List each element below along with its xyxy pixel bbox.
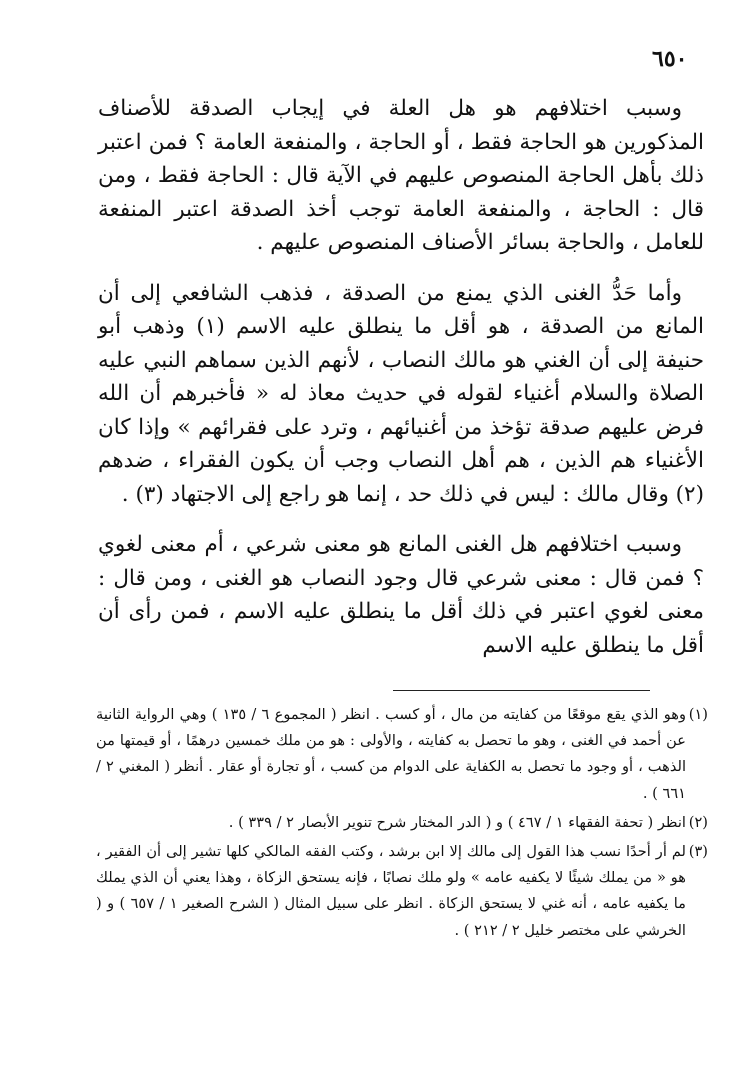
- paragraph: وأما حَدُّ الغنى الذي يمنع من الصدقة ، فذهب الشافعي إلى أن المانع من الصدقة ، هو أقل ما ينطلق عليه الاسم (١) وذهب أبو حنيفة إلى أن الغني هو مالك النصاب ، لأنهم الذين سماهم النبي عليه الصلاة والسلام أغنياء لقوله في حديث معاذ له « فأخبرهم أن الله فرض عليهم صدقة تؤخذ من أغنيائهم ، وترد على فقرائهم » وإذا كان الأغنياء هم الذين ، هم أهل النصاب وجب أن يكون الفقراء ، ضدهم (٢) وقال مالك : ليس في ذلك حد ، إنما هو راجع إلى الاجتهاد (٣) .: [98, 280, 705, 507]
- footnotes: [96, 702, 708, 944]
- paragraph: وسبب اختلافهم هو هل العلة في إيجاب الصدقة للأصناف المذكورين هو الحاجة فقط ، أو الحاجة ، والمنفعة العامة ؟ فمن اعتبر ذلك بأهل الحاجة المنصوص عليهم في الآية قال : الحاجة فقط ، ومن قال : الحاجة ، والمنفعة العامة توجب أخذ الصدقة اعتبر المنفعة للعامل ، والحاجة بسائر الأصناف المنصوص عليهم .: [98, 96, 704, 255]
- footnote-text: انظر ( تحفة الفقهاء ١ / ٤٦٧ ) و ( الدر المختار شرح تنوير الأبصار ٢ / ٣٣٩ ) .: [228, 813, 686, 831]
- page-number: ٦٥٠: [652, 46, 688, 72]
- footnote-text: لم أر أحدًا نسب هذا القول إلى مالك إلا ابن برشد ، وكتب الفقه المالكي كلها تشير إلى أن الفقير ، هو « من يملك شيئًا لا يكفيه عامه » ولو ملك نصابًا ، فإنه يستحق الزكاة ، وهذا يعني أن الذي يملك ما يكفيه عامه ، أنه غني لا يستحق الزكاة . انظر على سبيل المثال ( الشرح الصغير ١ / ٦٥٧ ) و ( الخرشي على مختصر خليل ٢ / ٢١٢ ) .: [96, 843, 687, 939]
- footnote: [96, 702, 708, 807]
- footnote-text: وهو الذي يقع موقعًا من كفايته من مال ، أو كسب . انظر ( المجموع ٦ / ١٣٥ ) وهي الرواية الثانية عن أحمد في الغنى ، وهو ما تحصل به كفايته ، والأولى : هو من ملك خمسين درهمًا ، أو قيمتها من الذهب ، أو وجود ما تحصل به الكفاية على الدوام من كسب ، أو تجارة أو عقار . أنظر ( المغني ٢ / ٦٦١ ) .: [96, 706, 686, 802]
- footnote-marker: (٢): [688, 813, 708, 831]
- footnote: [96, 839, 708, 944]
- footnote-divider: [393, 690, 650, 691]
- footnote-marker: (٣): [688, 843, 708, 861]
- paragraph: وسبب اختلافهم هل الغنى المانع هو معنى شرعي ، أم معنى لغوي ؟ فمن قال : معنى شرعي قال وجود النصاب هو الغنى ، ومن قال : معنى لغوي اعتبر في ذلك أقل ما ينطلق عليه الاسم ، فمن رأى أن أقل ما ينطلق عليه الاسم: [98, 532, 704, 658]
- footnote: [96, 810, 708, 836]
- main-text: [98, 92, 704, 662]
- footnote-marker: (١): [688, 706, 708, 723]
